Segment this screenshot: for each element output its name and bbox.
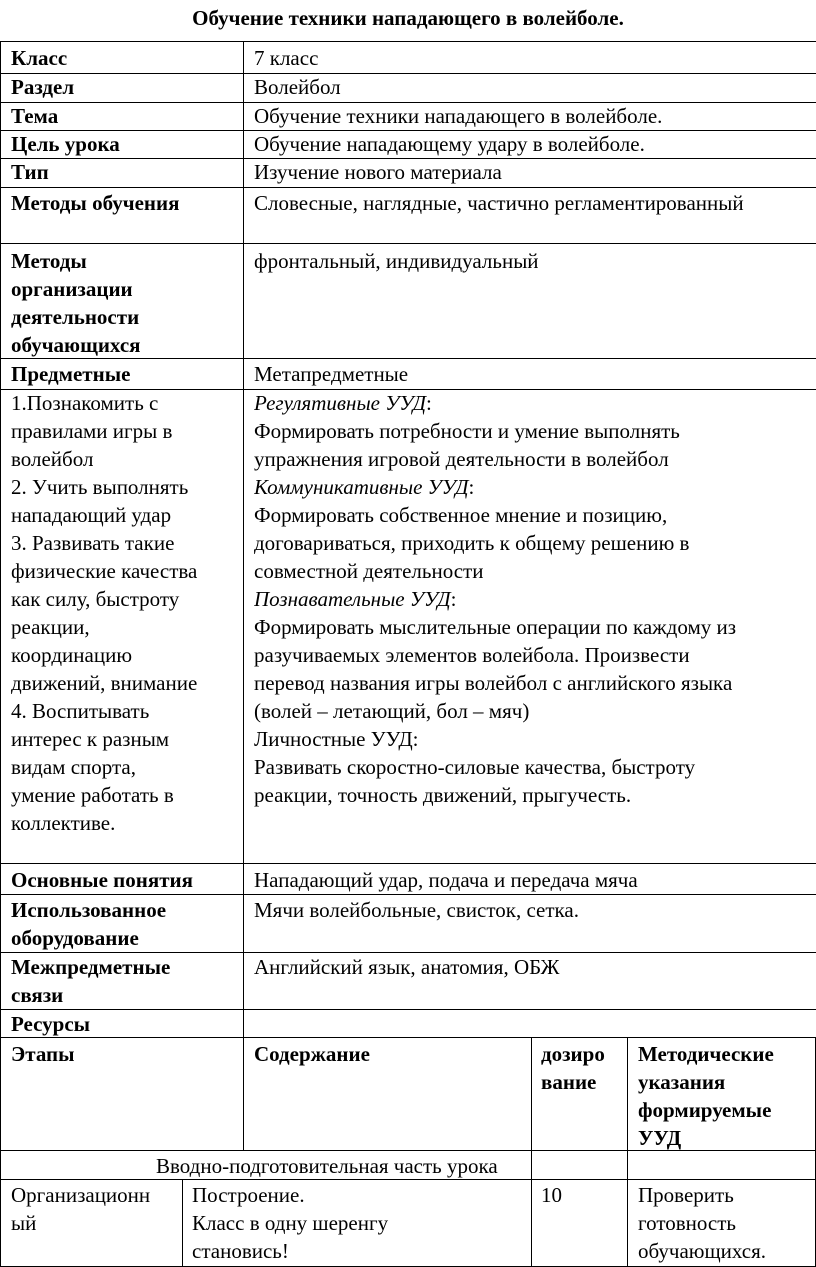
table-border: [182, 1179, 183, 1266]
teaching-methods-label: Методы обучения: [11, 191, 180, 215]
table-border: [0, 863, 816, 864]
interdisciplinary-label: Межпредметные связи: [11, 955, 171, 1007]
goal-value: Обучение нападающему удару в волейболе.: [254, 132, 645, 156]
regulative-title: Регулятивные УУД:: [254, 391, 432, 415]
resources-label: Ресурсы: [11, 1012, 91, 1036]
section-value: Волейбол: [254, 75, 341, 99]
communicative-title: Коммуникативные УУД:: [254, 475, 475, 499]
organization-methods-value: фронтальный, индивидуальный: [254, 249, 539, 273]
table-border: [627, 1037, 628, 1266]
equipment-value: Мячи волейбольные, свисток, сетка.: [254, 898, 579, 922]
table-border: [243, 41, 244, 1150]
concepts-label: Основные понятия: [11, 868, 193, 892]
section-label: Раздел: [11, 75, 75, 99]
concepts-value: Нападающий удар, подача и передача мяча: [254, 868, 638, 892]
teaching-methods-value: Словесные, наглядные, частично регламентированный: [254, 191, 744, 215]
table-border: [0, 187, 816, 188]
personal-title: Личностные УУД:: [254, 727, 419, 751]
table-border: [0, 41, 816, 42]
subject-results-header: Предметные: [11, 362, 131, 386]
stage-notes: Проверить готовность обучающихся.: [638, 1183, 766, 1263]
table-border: [0, 243, 816, 244]
table-border: [0, 894, 816, 895]
type-label: Тип: [11, 160, 49, 184]
table-border: [0, 1009, 816, 1010]
content-header: Содержание: [254, 1042, 370, 1066]
class-value: 7 класс: [254, 46, 319, 70]
topic-value: Обучение техники нападающего в волейболе.: [254, 104, 663, 128]
interdisciplinary-value: Английский язык, анатомия, ОБЖ: [254, 955, 560, 979]
document-title: Обучение техники нападающего в волейболе.: [192, 6, 624, 30]
table-border: [531, 1037, 532, 1266]
methodical-notes-header: Методические указания формируемые УУД: [638, 1042, 774, 1150]
equipment-label: Использованное оборудование: [11, 898, 167, 950]
meta-results-header: Метапредметные: [254, 362, 409, 386]
lesson-part-title: Вводно-подготовительная часть урока: [156, 1154, 498, 1178]
table-border: [0, 1037, 816, 1038]
table-border: [0, 41, 1, 1266]
table-border: [0, 73, 816, 74]
dosage-header: дозиро вание: [541, 1042, 605, 1094]
organization-methods-label: Методы организации деятельности обучающихся: [11, 249, 141, 357]
stage-dosage: 10: [541, 1183, 562, 1207]
stage-name: Организационн ый: [11, 1183, 151, 1235]
goal-label: Цель урока: [11, 132, 120, 156]
stage-content: Построение. Класс в одну шеренгу становись!: [192, 1183, 389, 1263]
meta-results-list: Регулятивные УУД: Формировать потребности и умение выполнять упражнения игровой деятельности в волейбол Коммуникативные УУД: Формировать собственное мнение и позицию, договариваться, приходить к общему решению в совместной деятельности Познавательные УУД: Формировать мыслительные операции по каждому из разучиваемых элементов волейбола. Произвести перевод названия игры волейбол с английского языка (волей – летающий, бол – мяч) Личностные УУД: Развивать скоростно-силовые качества, быстроту реакции, точность движений, прыгучесть.: [254, 389, 815, 809]
stages-header: Этапы: [11, 1042, 75, 1066]
class-label: Класс: [11, 46, 68, 70]
cognitive-title: Познавательные УУД:: [254, 587, 457, 611]
type-value: Изучение нового материала: [254, 160, 502, 184]
topic-label: Тема: [11, 104, 59, 128]
subject-results-list: 1.Познакомить с правилами игры в волейбол 2. Учить выполнять нападающий удар 3. Развивать такие физические качества как силу, быстроту реакции, координацию движений, внимание 4. Воспитывать интерес к разным видам спорта, умение работать в коллективе.: [11, 391, 198, 835]
